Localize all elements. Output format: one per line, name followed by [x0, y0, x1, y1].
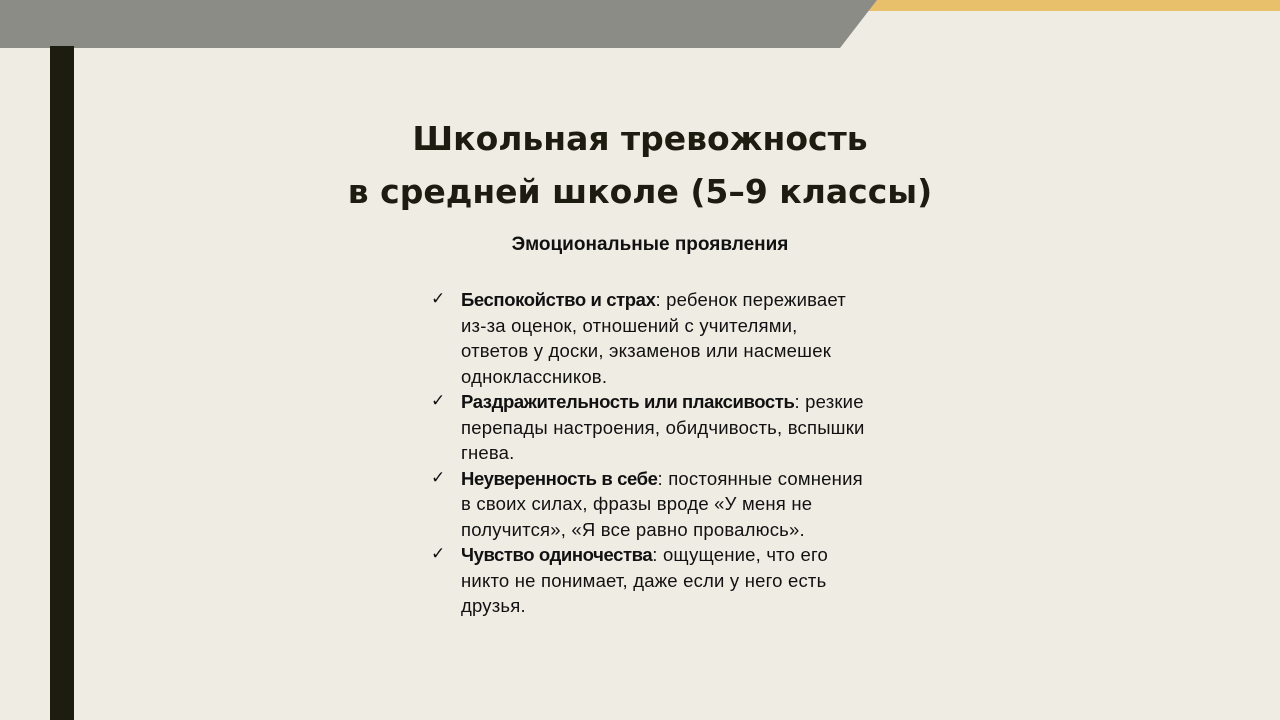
item-term: Чувство одиночества: [461, 544, 653, 565]
item-term: Неуверенность в себе: [461, 467, 658, 489]
slide-subtitle: Эмоциональные проявления: [511, 234, 789, 255]
checkmark-icon: ✓: [431, 544, 446, 564]
item-term: Беспокойство и страх: [461, 289, 656, 310]
header-gray-bar: [0, 0, 877, 48]
list-item: [430, 542, 870, 619]
checkmark-icon: ✓: [431, 289, 446, 309]
list-item: [430, 389, 870, 466]
list-item: [430, 287, 870, 389]
checkmark-icon: ✓: [431, 467, 446, 488]
title-line-2: в средней школе (5–9 классы): [347, 172, 933, 211]
header-band: [0, 0, 1280, 52]
list-item: [430, 466, 870, 543]
slide-title: [0, 112, 1280, 218]
item-text: : резкие перепады настроения, обидчивость, вспышки гнева.: [461, 391, 865, 463]
title-line-1: Школьная тревожность: [412, 119, 868, 158]
item-text: : ребенок переживает из-за оценок, отношений с учителями, ответов у доски, экзаменов или насмешек одноклассников.: [461, 289, 846, 387]
header-accent-stripe: [860, 0, 1280, 11]
item-term: Раздражительность или плаксивость: [461, 391, 795, 412]
checkmark-icon: ✓: [431, 391, 446, 411]
manifestations-list: [430, 287, 870, 619]
item-text: : ощущение, что его никто не понимает, даже если у него есть друзья.: [461, 544, 828, 616]
item-text: : постоянные сомнения в своих силах, фразы вроде «У меня не получится», «Я все равно провалюсь».: [461, 467, 863, 540]
